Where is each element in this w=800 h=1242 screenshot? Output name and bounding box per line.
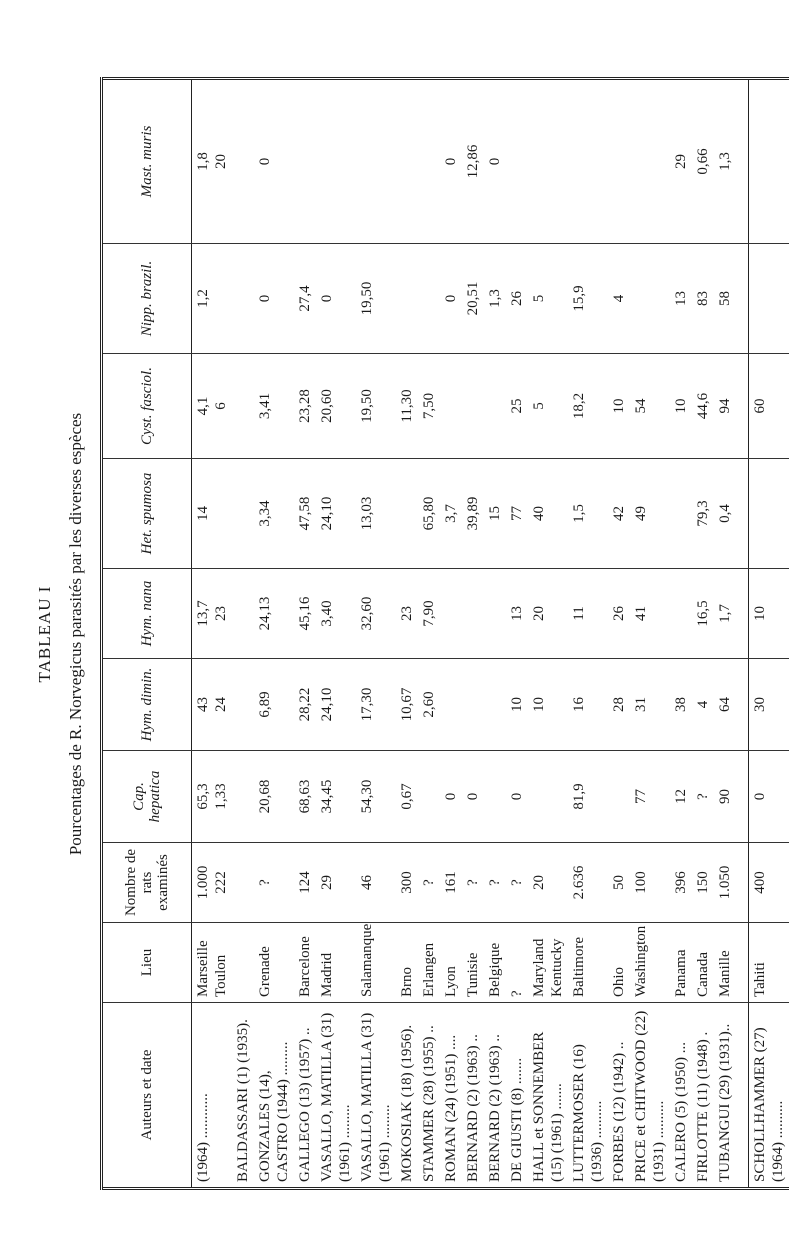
cell-hym-dimin: 16 bbox=[568, 659, 608, 751]
cell-nipp-brazil: 0 bbox=[316, 244, 356, 354]
cell-auteur: TUBANGUI (29) (1931).. bbox=[717, 1023, 733, 1182]
spacer-cell bbox=[736, 459, 749, 569]
cell-hym-nana: 7,90 bbox=[418, 569, 440, 659]
cell-auteur: GALLEGO (13) (1957) .. bbox=[297, 1027, 313, 1182]
table-row bbox=[462, 79, 484, 1189]
cell-hym-dimin: 30 bbox=[749, 659, 790, 751]
cell-het-spumosa bbox=[232, 459, 254, 569]
cell-lieu: Marseille Toulon bbox=[192, 923, 233, 1003]
cell-nipp-brazil: 1,3 bbox=[484, 244, 506, 354]
cell-hym-nana bbox=[670, 569, 692, 659]
cell-lieu: Grenade bbox=[254, 923, 294, 1003]
cell-nipp-brazil: 15,9 bbox=[568, 244, 608, 354]
cell-nipp-brazil: 13 bbox=[670, 244, 692, 354]
cell-hym-nana bbox=[440, 569, 462, 659]
table-row bbox=[192, 79, 233, 1189]
table-row bbox=[670, 79, 692, 1189]
cell-hym-dimin: 31 bbox=[630, 659, 670, 751]
cell-nipp-brazil: 26 bbox=[506, 244, 528, 354]
cell-cap-hepatica: 0 bbox=[462, 751, 484, 843]
table-row bbox=[749, 79, 790, 1189]
cell-cyst-fasciol: 3,41 bbox=[254, 354, 294, 459]
cell-cap-hepatica: 54,30 bbox=[356, 751, 396, 843]
cell-lieu: Salamanque bbox=[356, 923, 396, 1003]
cell-mast-muris bbox=[568, 79, 608, 244]
spacer-cell bbox=[736, 659, 749, 751]
cell-cap-hepatica: ? bbox=[692, 751, 714, 843]
cell-auteur: HALL et SONNEMBER (15) (1961) ....... bbox=[531, 1031, 565, 1182]
cell-nipp-brazil: 20,51 bbox=[462, 244, 484, 354]
table-subtitle: Pourcentages de R. Norvegicus parasités par les diverses espèces bbox=[66, 412, 85, 856]
cell-hym-nana bbox=[232, 569, 254, 659]
cell-auteur: FORBES (12) (1942) .. bbox=[611, 1041, 627, 1182]
col-header-auteurs: Auteurs et date bbox=[139, 1049, 155, 1141]
table-row bbox=[232, 79, 254, 1189]
cell-hym-dimin: 28 bbox=[608, 659, 630, 751]
cell-lieu: Washington bbox=[630, 923, 670, 1003]
cell-nombre: 20 bbox=[528, 843, 568, 923]
table-row bbox=[608, 79, 630, 1189]
cell-cyst-fasciol: 10 bbox=[608, 354, 630, 459]
cell-cyst-fasciol: 10 bbox=[670, 354, 692, 459]
table-row bbox=[294, 79, 316, 1189]
table-row bbox=[506, 79, 528, 1189]
cell-het-spumosa: 40 bbox=[528, 459, 568, 569]
col-header-nombre: Nombre de rats examinés bbox=[102, 843, 192, 923]
cell-nombre: ? bbox=[484, 843, 506, 923]
spacer-cell bbox=[736, 1003, 749, 1189]
cell-cap-hepatica: 0 bbox=[506, 751, 528, 843]
cell-hym-dimin: 24,10 bbox=[316, 659, 356, 751]
cell-hym-dimin: 28,22 bbox=[294, 659, 316, 751]
cell-lieu: Tahiti bbox=[749, 923, 790, 1003]
cell-het-spumosa: 3,34 bbox=[254, 459, 294, 569]
cell-cyst-fasciol bbox=[232, 354, 254, 459]
cell-hym-nana bbox=[484, 569, 506, 659]
cell-cap-hepatica: 34,45 bbox=[316, 751, 356, 843]
cell-auteur: (1964) ............ bbox=[195, 1093, 211, 1182]
cell-mast-muris: 29 bbox=[670, 79, 692, 244]
cell-cyst-fasciol: 60 bbox=[749, 354, 790, 459]
cell-cap-hepatica: 65,3 1,33 bbox=[192, 751, 233, 843]
cell-cyst-fasciol: 44,6 bbox=[692, 354, 714, 459]
cell-cyst-fasciol: 5 bbox=[528, 354, 568, 459]
cell-lieu: Barcelone bbox=[294, 923, 316, 1003]
cell-mast-muris: 0 bbox=[440, 79, 462, 244]
table-row bbox=[528, 79, 568, 1189]
cell-hym-dimin: 2,60 bbox=[418, 659, 440, 751]
cell-lieu: Belgique bbox=[484, 923, 506, 1003]
cell-auteur: DE GIUSTI (8) ....... bbox=[509, 1057, 525, 1182]
cell-het-spumosa: 1,5 bbox=[568, 459, 608, 569]
cell-het-spumosa: 3,7 bbox=[440, 459, 462, 569]
table-row bbox=[254, 79, 294, 1189]
cell-hym-nana: 23 bbox=[396, 569, 418, 659]
cell-hym-dimin: 38 bbox=[670, 659, 692, 751]
cell-mast-muris bbox=[356, 79, 396, 244]
cell-cyst-fasciol: 19,50 bbox=[356, 354, 396, 459]
cell-hym-dimin: 17,30 bbox=[356, 659, 396, 751]
cell-cap-hepatica: 90 bbox=[714, 751, 736, 843]
cell-nombre: 46 bbox=[356, 843, 396, 923]
cell-cyst-fasciol bbox=[440, 354, 462, 459]
cell-het-spumosa: 15 bbox=[484, 459, 506, 569]
cell-het-spumosa: 0,4 bbox=[714, 459, 736, 569]
cell-hym-dimin bbox=[484, 659, 506, 751]
cell-mast-muris: 12,86 bbox=[462, 79, 484, 244]
cell-auteur: BERNARD (2) (1963) .. bbox=[487, 1034, 503, 1182]
cell-auteur: VASALLO, MATILLA (31) (1961) ......... bbox=[319, 1012, 353, 1182]
table-row bbox=[316, 79, 356, 1189]
cell-cap-hepatica: 0 bbox=[749, 751, 790, 843]
spacer-cell bbox=[736, 569, 749, 659]
cell-nombre: 1.000 222 bbox=[192, 843, 233, 923]
cell-lieu: ? bbox=[506, 923, 528, 1003]
cell-cyst-fasciol: 25 bbox=[506, 354, 528, 459]
cell-cap-hepatica: 77 bbox=[630, 751, 670, 843]
table-row bbox=[568, 79, 608, 1189]
cell-nipp-brazil bbox=[232, 244, 254, 354]
cell-hym-dimin bbox=[232, 659, 254, 751]
cell-nombre: 400 bbox=[749, 843, 790, 923]
cell-cap-hepatica: 12 bbox=[670, 751, 692, 843]
table-row bbox=[396, 79, 418, 1189]
cell-nombre: ? bbox=[462, 843, 484, 923]
table-row bbox=[630, 79, 670, 1189]
cell-het-spumosa: 47,58 bbox=[294, 459, 316, 569]
cell-cap-hepatica bbox=[608, 751, 630, 843]
cell-het-spumosa bbox=[749, 459, 790, 569]
cell-auteur: LUTTERMOSER (16) (1936) .......... bbox=[571, 1044, 605, 1182]
col-header-hym-dimin: Hym. dimin. bbox=[102, 659, 192, 751]
cell-hym-dimin bbox=[462, 659, 484, 751]
cell-nipp-brazil: 0 bbox=[254, 244, 294, 354]
cell-hym-nana: 26 bbox=[608, 569, 630, 659]
cell-mast-muris: 0,66 bbox=[692, 79, 714, 244]
cell-hym-nana: 10 bbox=[749, 569, 790, 659]
cell-nipp-brazil bbox=[396, 244, 418, 354]
cell-auteur: ROMAN (24) (1951) .... bbox=[443, 1034, 459, 1182]
cell-lieu: Baltimore bbox=[568, 923, 608, 1003]
cell-mast-muris: 0 bbox=[484, 79, 506, 244]
cell-hym-nana: 20 bbox=[528, 569, 568, 659]
cell-cap-hepatica bbox=[232, 751, 254, 843]
cell-mast-muris bbox=[316, 79, 356, 244]
cell-mast-muris bbox=[749, 79, 790, 244]
cell-nombre bbox=[232, 843, 254, 923]
cell-nombre: 100 bbox=[630, 843, 670, 923]
cell-lieu: Lyon bbox=[440, 923, 462, 1003]
cell-mast-muris bbox=[294, 79, 316, 244]
cell-lieu: Ohio bbox=[608, 923, 630, 1003]
cell-auteur: BALDASSARI (1) (1935). bbox=[235, 1019, 251, 1182]
cell-cap-hepatica: 0 bbox=[440, 751, 462, 843]
cell-nombre: 50 bbox=[608, 843, 630, 923]
cell-nombre: 300 bbox=[396, 843, 418, 923]
cell-het-spumosa: 39,89 bbox=[462, 459, 484, 569]
cell-hym-dimin: 64 bbox=[714, 659, 736, 751]
cell-auteur: STAMMER (28) (1955) .. bbox=[421, 1025, 437, 1182]
col-header-lieu: Lieu bbox=[102, 923, 192, 1003]
col-header-mast-muris: Mast. muris bbox=[102, 79, 192, 244]
cell-nipp-brazil: 83 bbox=[692, 244, 714, 354]
cell-hym-nana bbox=[462, 569, 484, 659]
cell-nipp-brazil bbox=[418, 244, 440, 354]
cell-cyst-fasciol: 7,50 bbox=[418, 354, 440, 459]
spacer-cell bbox=[736, 244, 749, 354]
header-row bbox=[102, 79, 192, 1189]
cell-lieu: Panama bbox=[670, 923, 692, 1003]
cell-mast-muris: 0 bbox=[254, 79, 294, 244]
cell-nipp-brazil: 5 bbox=[528, 244, 568, 354]
cell-cap-hepatica bbox=[484, 751, 506, 843]
cell-auteur: GONZALES (14), CASTRO (1944) ......... bbox=[257, 1041, 291, 1182]
cell-nipp-brazil: 58 bbox=[714, 244, 736, 354]
cell-mast-muris bbox=[630, 79, 670, 244]
table-title: TABLEAU I bbox=[35, 585, 54, 683]
table-body bbox=[192, 79, 790, 1189]
cell-hym-nana: 3,40 bbox=[316, 569, 356, 659]
table-row bbox=[714, 79, 736, 1189]
cell-nombre: 29 bbox=[316, 843, 356, 923]
cell-cyst-fasciol: 20,60 bbox=[316, 354, 356, 459]
cell-het-spumosa: 13,03 bbox=[356, 459, 396, 569]
col-header-cap-hepatica: Cap. hepatica bbox=[102, 751, 192, 843]
col-header-cyst-fasciol: Cyst. fasciol. bbox=[102, 354, 192, 459]
cell-hym-nana: 13,7 23 bbox=[192, 569, 233, 659]
spacer-cell bbox=[736, 843, 749, 923]
spacer-cell bbox=[736, 751, 749, 843]
cell-mast-muris bbox=[506, 79, 528, 244]
table-row bbox=[356, 79, 396, 1189]
cell-hym-nana: 45,16 bbox=[294, 569, 316, 659]
cell-nombre: ? bbox=[506, 843, 528, 923]
rotated-table-container bbox=[100, 80, 786, 1190]
cell-cap-hepatica bbox=[418, 751, 440, 843]
cell-cyst-fasciol: 23,28 bbox=[294, 354, 316, 459]
cell-mast-muris: 1,8 20 bbox=[192, 79, 233, 244]
cell-auteur: MOKOSIAK (18) (1956). bbox=[399, 1024, 415, 1182]
cell-cap-hepatica: 81,9 bbox=[568, 751, 608, 843]
cell-mast-muris bbox=[608, 79, 630, 244]
cell-lieu: Madrid bbox=[316, 923, 356, 1003]
cell-auteur: PRICE et CHITWOOD (22) (1931) .......... bbox=[633, 1010, 667, 1182]
cell-hym-nana: 1,7 bbox=[714, 569, 736, 659]
cell-hym-nana: 24,13 bbox=[254, 569, 294, 659]
cell-mast-muris: 1,3 bbox=[714, 79, 736, 244]
cell-nipp-brazil: 27,4 bbox=[294, 244, 316, 354]
cell-mast-muris bbox=[396, 79, 418, 244]
spacer-cell bbox=[736, 923, 749, 1003]
cell-auteur: CALERO (5) (1950) ... bbox=[673, 1042, 689, 1182]
table-row bbox=[484, 79, 506, 1189]
cell-nipp-brazil: 1,2 bbox=[192, 244, 233, 354]
cell-cyst-fasciol: 18,2 bbox=[568, 354, 608, 459]
cell-nipp-brazil: 4 bbox=[608, 244, 630, 354]
cell-het-spumosa bbox=[396, 459, 418, 569]
cell-nombre: 396 bbox=[670, 843, 692, 923]
cell-cyst-fasciol bbox=[462, 354, 484, 459]
cell-mast-muris bbox=[528, 79, 568, 244]
cell-lieu: Canada bbox=[692, 923, 714, 1003]
cell-cap-hepatica bbox=[528, 751, 568, 843]
cell-cyst-fasciol bbox=[484, 354, 506, 459]
cell-auteur: SCHOLLHAMMER (27) (1964) .......... bbox=[749, 1003, 790, 1189]
cell-auteur: BERNARD (2) (1963) .. bbox=[465, 1034, 481, 1182]
col-header-het-spumosa: Het. spumosa bbox=[102, 459, 192, 569]
cell-auteur: VASALLO, MATILLA (31) (1961) ......... bbox=[359, 1012, 393, 1182]
cell-het-spumosa: 49 bbox=[630, 459, 670, 569]
cell-het-spumosa: 79,3 bbox=[692, 459, 714, 569]
cell-hym-dimin: 10 bbox=[506, 659, 528, 751]
cell-nombre: 124 bbox=[294, 843, 316, 923]
cell-hym-dimin: 4 bbox=[692, 659, 714, 751]
cell-lieu: Erlangen bbox=[418, 923, 440, 1003]
cell-het-spumosa: 65,80 bbox=[418, 459, 440, 569]
cell-nombre: 2.636 bbox=[568, 843, 608, 923]
cell-hym-dimin: 10 bbox=[528, 659, 568, 751]
cell-cap-hepatica: 0,67 bbox=[396, 751, 418, 843]
cell-hym-nana: 16,5 bbox=[692, 569, 714, 659]
cell-hym-dimin: 10,67 bbox=[396, 659, 418, 751]
cell-mast-muris bbox=[418, 79, 440, 244]
cell-nipp-brazil: 19,50 bbox=[356, 244, 396, 354]
table-row bbox=[440, 79, 462, 1189]
cell-lieu bbox=[232, 923, 254, 1003]
cell-cap-hepatica: 68,63 bbox=[294, 751, 316, 843]
cell-lieu: Brno bbox=[396, 923, 418, 1003]
cell-nombre: 150 bbox=[692, 843, 714, 923]
cell-hym-dimin bbox=[440, 659, 462, 751]
cell-nombre: 161 bbox=[440, 843, 462, 923]
cell-cap-hepatica: 20,68 bbox=[254, 751, 294, 843]
cell-auteur: FIRLOTTE (11) (1948) . bbox=[695, 1031, 711, 1182]
cell-nipp-brazil bbox=[630, 244, 670, 354]
cell-hym-nana: 41 bbox=[630, 569, 670, 659]
cell-mast-muris bbox=[232, 79, 254, 244]
cell-hym-nana: 13 bbox=[506, 569, 528, 659]
cell-nombre: ? bbox=[254, 843, 294, 923]
cell-het-spumosa: 24,10 bbox=[316, 459, 356, 569]
cell-lieu: Manille bbox=[714, 923, 736, 1003]
cell-cyst-fasciol: 94 bbox=[714, 354, 736, 459]
cell-hym-nana: 11 bbox=[568, 569, 608, 659]
cell-lieu: Maryland Kentucky bbox=[528, 923, 568, 1003]
cell-nombre: 1.050 bbox=[714, 843, 736, 923]
table-row bbox=[692, 79, 714, 1189]
cell-hym-dimin: 6,89 bbox=[254, 659, 294, 751]
cell-het-spumosa: 14 bbox=[192, 459, 233, 569]
spacer-cell bbox=[736, 79, 749, 244]
cell-hym-nana: 32,60 bbox=[356, 569, 396, 659]
cell-nipp-brazil bbox=[749, 244, 790, 354]
cell-het-spumosa bbox=[670, 459, 692, 569]
col-header-nipp-brazil: Nipp. brazil. bbox=[102, 244, 192, 354]
cell-cyst-fasciol: 11,30 bbox=[396, 354, 418, 459]
cell-nombre: ? bbox=[418, 843, 440, 923]
spacer-cell bbox=[736, 354, 749, 459]
cell-het-spumosa: 77 bbox=[506, 459, 528, 569]
cell-het-spumosa: 42 bbox=[608, 459, 630, 569]
cell-hym-dimin: 43 24 bbox=[192, 659, 233, 751]
table-row bbox=[418, 79, 440, 1189]
cell-nipp-brazil: 0 bbox=[440, 244, 462, 354]
col-header-hym-nana: Hym. nana bbox=[102, 569, 192, 659]
spacer-row bbox=[736, 79, 749, 1189]
cell-lieu: Tunisie bbox=[462, 923, 484, 1003]
parasite-table bbox=[100, 77, 789, 1190]
cell-cyst-fasciol: 54 bbox=[630, 354, 670, 459]
cell-cyst-fasciol: 4,1 6 bbox=[192, 354, 233, 459]
